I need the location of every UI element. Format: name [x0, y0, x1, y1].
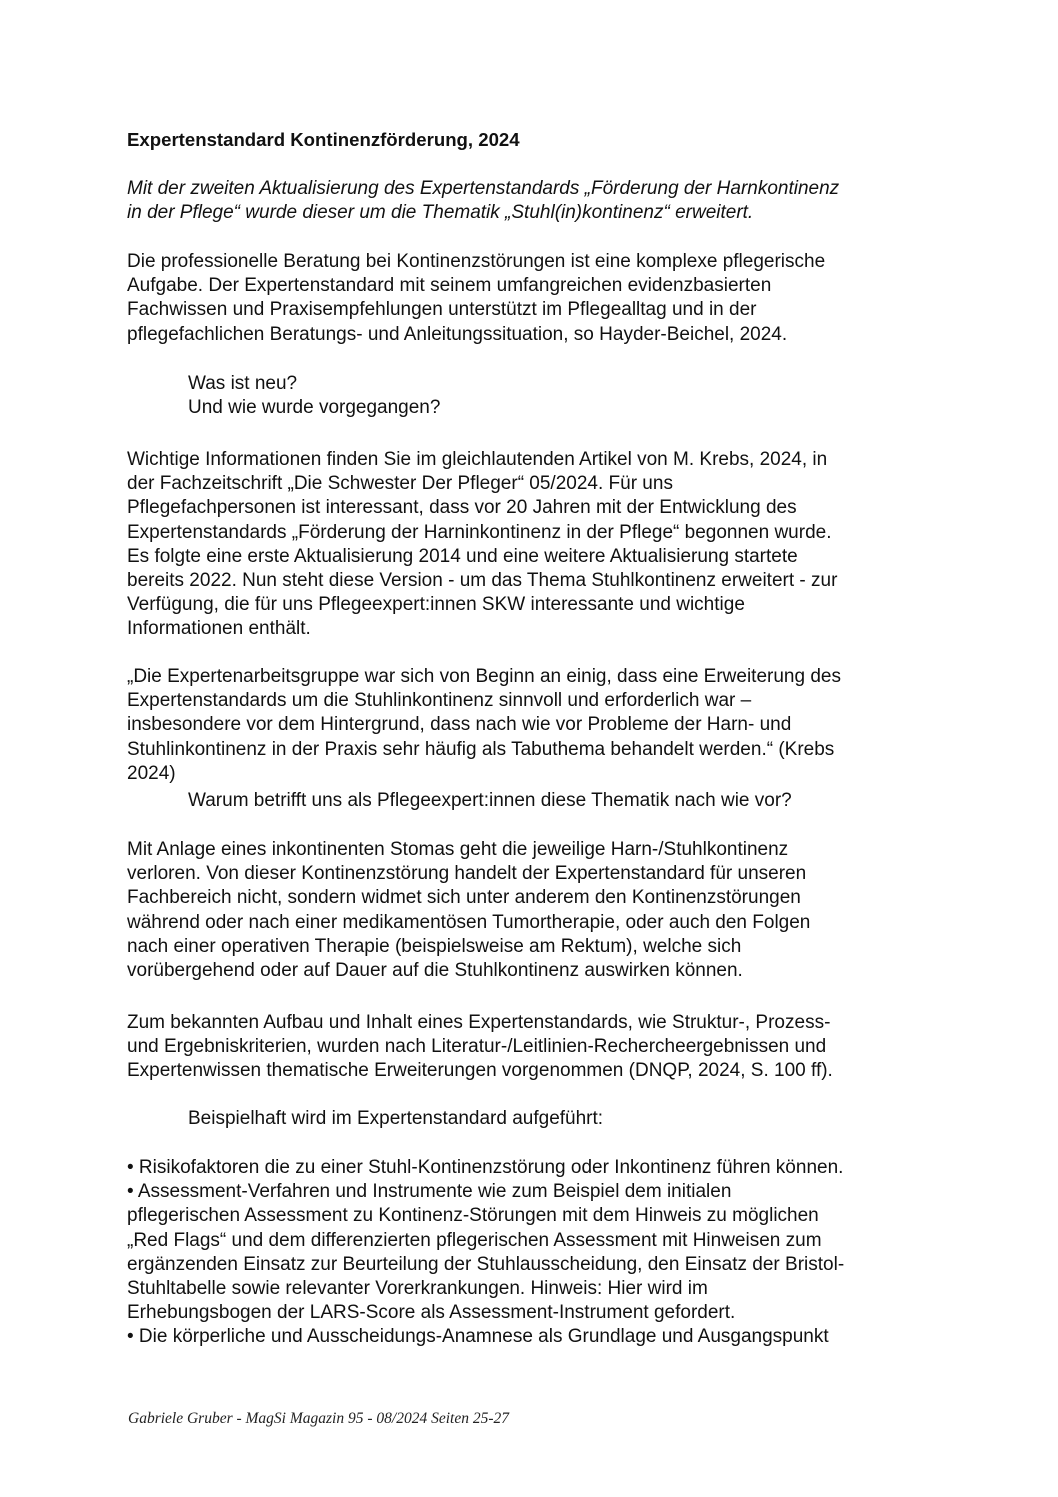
text-line: insbesondere vor dem Hintergrund, dass nach wie vor Probleme der Harn- und	[127, 714, 792, 736]
intro-paragraph	[127, 177, 957, 225]
list-item: „Red Flags“ und dem differenzierten pflegerischen Assessment mit Hinweisen zum	[127, 1229, 822, 1251]
text-line: Expertenstandards um die Stuhlinkontinenz sinnvoll und erforderlich war –	[127, 690, 752, 712]
text-line: Beispielhaft wird im Expertenstandard aufgeführt:	[188, 1108, 604, 1129]
question-line: Warum betrifft uns als Pflegeexpert:innen diese Thematik nach wie vor?	[188, 790, 792, 811]
text-line: Verfügung, die für uns Pflegeexpert:innen SKW interessante und wichtige	[127, 594, 745, 616]
text-line: Expertenwissen thematische Erweiterungen vorgenommen (DNQP, 2024, S. 100 ff).	[127, 1060, 833, 1082]
text-line: bereits 2022. Nun steht diese Version - um das Thema Stuhlkontinenz erweitert - zur	[127, 570, 838, 592]
list-item: Erhebungsbogen der LARS-Score als Assessment-Instrument gefordert.	[127, 1302, 736, 1324]
list-item: • Die körperliche und Ausscheidungs-Anamnese als Grundlage und Ausgangspunkt	[127, 1326, 829, 1348]
text-line: Mit Anlage eines inkontinenten Stomas geht die jeweilige Harn-/Stuhlkontinenz	[127, 839, 789, 860]
text-line: der Fachzeitschrift „Die Schwester Der Pfleger“ 05/2024. Für uns	[127, 473, 673, 495]
paragraph-article	[127, 448, 957, 642]
text-line: Fachwissen und Praxisempfehlungen unterstützt im Pflegealltag und in der	[127, 299, 757, 321]
text-line: Expertenstandards „Förderung der Harninkontinenz in der Pflege“ begonnen wurde.	[127, 521, 832, 543]
list-item: pflegerischen Assessment zu Kontinenz-Störungen mit dem Hinweis zu möglichen	[127, 1205, 819, 1227]
text-line: Mit der zweiten Aktualisierung des Expertenstandards „Förderung der Harnkontinenz	[127, 178, 840, 199]
text-line: Wichtige Informationen finden Sie im gleichlautenden Artikel von M. Krebs, 2024, in	[127, 449, 828, 470]
text-line: Stuhlinkontinenz in der Praxis sehr häufig als Tabuthema behandelt werden.“ (Krebs	[127, 738, 835, 760]
text-line: „Die Expertenarbeitsgruppe war sich von Beginn an einig, dass eine Erweiterung des	[127, 666, 841, 687]
paragraph-consulting	[127, 250, 957, 347]
text-line: vorübergehend oder auf Dauer auf die Stuhlkontinenz auswirken können.	[127, 960, 743, 982]
text-line: Es folgte eine erste Aktualisierung 2014 und eine weitere Aktualisierung startete	[127, 545, 798, 567]
example-intro	[188, 1107, 948, 1131]
question-why	[188, 789, 948, 813]
text-line: Zum bekannten Aufbau und Inhalt eines Expertenstandards, wie Struktur-, Prozess-	[127, 1012, 831, 1033]
paragraph-structure	[127, 1011, 957, 1084]
bullet-list	[127, 1156, 957, 1350]
text-line: Aufgabe. Der Expertenstandard mit seinem umfangreichen evidenzbasierten	[127, 275, 772, 297]
text-line: Pflegefachpersonen ist interessant, dass vor 20 Jahren mit der Entwicklung des	[127, 497, 797, 519]
question-line: Was ist neu?	[188, 373, 298, 394]
text-line: während oder nach einer medikamentösen Tumortherapie, oder auch den Folgen	[127, 911, 811, 933]
text-line: Informationen enthält.	[127, 618, 311, 640]
document-title: Expertenstandard Kontinenzförderung, 2024	[127, 129, 520, 150]
list-item: ergänzenden Einsatz zur Beurteilung der Stuhlausscheidung, den Einsatz der Bristol-	[127, 1253, 845, 1275]
list-item: • Assessment-Verfahren und Instrumente wie zum Beispiel dem initialen	[127, 1181, 732, 1203]
text-line: Fachbereich nicht, sondern widmet sich unter anderem den Kontinenzstörungen	[127, 887, 801, 909]
quote-paragraph	[127, 665, 957, 786]
question-line: Und wie wurde vorgegangen?	[188, 397, 441, 419]
text-line: 2024)	[127, 762, 176, 784]
text-line: nach einer operativen Therapie (beispielsweise am Rektum), welche sich	[127, 935, 742, 957]
text-line: und Ergebniskriterien, wurden nach Literatur-/Leitlinien-Rechercheergebnissen und	[127, 1036, 827, 1058]
list-item: • Risikofaktoren die zu einer Stuhl-Kontinenzstörung oder Inkontinenz führen können.	[127, 1157, 844, 1178]
text-line: verloren. Von dieser Kontinenzstörung handelt der Expertenstandard für unseren	[127, 863, 807, 885]
page-footer: Gabriele Gruber - MagSi Magazin 95 - 08/2024 Seiten 25-27	[128, 1410, 509, 1427]
questions-block	[188, 372, 948, 420]
text-line: Die professionelle Beratung bei Kontinenzstörungen ist eine komplexe pflegerische	[127, 251, 826, 272]
paragraph-stoma	[127, 838, 957, 983]
text-line: pflegefachlichen Beratungs- und Anleitungssituation, so Hayder-Beichel, 2024.	[127, 323, 788, 345]
text-line: in der Pflege“ wurde dieser um die Thematik „Stuhl(in)kontinenz“ erweitert.	[127, 202, 754, 224]
list-item: Stuhltabelle sowie relevanter Vorerkrankungen. Hinweis: Hier wird im	[127, 1278, 708, 1300]
